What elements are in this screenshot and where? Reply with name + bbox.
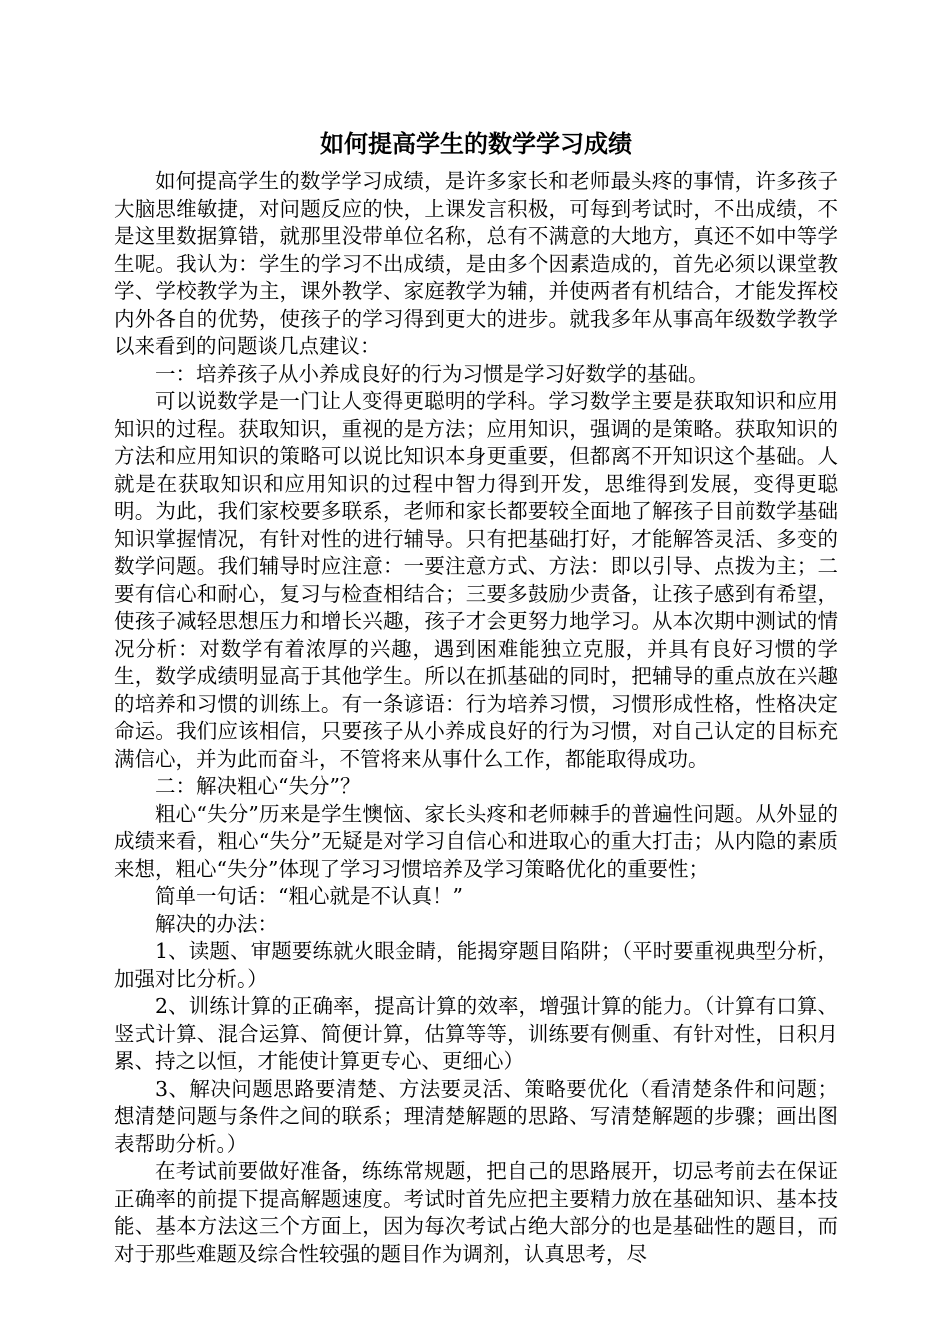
paragraph-body-1: 可以说数学是一门让人变得更聪明的学科。学习数学主要是获取知识和应用知识的过程。获取知识，重视的是方法；应用知识，强调的是策略。获取知识的方法和应用知识的策略可以说比知识本身更重要，但都离不开知识这个基础。人就是在获取知识和应用知识的过程中智力得到开发，思维得到发展，变得更聪明。为此，我们家校要多联系，老师和家长都要较全面地了解孩子目前数学基础知识掌握情况，有针对性的进行辅导。只有把基础打好，才能解答灵活、多变的数学问题。我们辅导时应注意：一要注意方式、方法：即以引导、点拨为主；二要有信心和耐心，复习与检查相结合；三要多鼓励少责备，让孩子感到有希望，使孩子减轻思想压力和增长兴趣，孩子才会更努力地学习。从本次期中测试的情况分析：对数学有着浓厚的兴趣，遇到困难能独立克服，并具有良好习惯的学生，数学成绩明显高于其他学生。所以在抓基础的同时，把辅导的重点放在兴趣的培养和习惯的训练上。有一条谚语：行为培养习惯，习惯形成性格，性格决定命运。我们应该相信，只要孩子从小养成良好的行为习惯，对自己认定的目标充满信心，并为此而奋斗，不管将来从事什么工作，都能取得成功。 bbox=[114, 389, 838, 771]
paragraph-body-2: 粗心“失分”历来是学生懊恼、家长头疼和老师棘手的普遍性问题。从外显的成绩来看，粗心“失分”无疑是对学习自信心和进取心的重大打击；从内隐的素质来想，粗心“失分”体现了学习习惯培养及学习策略优化的重要性； bbox=[114, 801, 838, 881]
paragraph-summary: 简单一句话：“粗心就是不认真！” bbox=[155, 884, 463, 908]
document-title: 如何提高学生的数学学习成绩 bbox=[320, 129, 632, 158]
paragraph-exam-prep: 在考试前要做好准备，练练常规题，把自己的思路展开，切忌考前去在保证正确率的前提下提高解题速度。考试时首先应把主要精力放在基础知识、基本技能、基本方法这三个方面上，因为每次考试占绝大部分的也是基础性的题目，而对于那些难题及综合性较强的题目作为调剂，认真思考，尽 bbox=[114, 1159, 838, 1266]
document-page bbox=[114, 124, 838, 1268]
paragraph-solutions-label: 解决的办法： bbox=[155, 911, 278, 936]
paragraph-solution-3: 3、解决问题思路要清楚、方法要灵活、策略要优化（看清楚条件和问题；想清楚问题与条件之间的联系；理清楚解题的思路、写清楚解题的步骤；画出图表帮助分析。） bbox=[114, 1076, 838, 1156]
paragraph-heading-2: 二：解决粗心“失分”？ bbox=[155, 774, 361, 798]
paragraph-intro: 如何提高学生的数学学习成绩，是许多家长和老师最头疼的事情，许多孩子大脑思维敏捷，对问题反应的快，上课发言积极，可每到考试时，不出成绩，不是这里数据算错，就那里没带单位名称，总有不满意的大地方，真还不如中等学生呢。我认为：学生的学习不出成绩，是由多个因素造成的，首先必须以课堂教学、学校教学为主，课外教学、家庭教学为辅，并使两者有机结合，才能发挥校内外各自的优势，使孩子的学习得到更大的进步。就我多年从事高年级数学教学以来看到的问题谈几点建议： bbox=[114, 169, 838, 358]
paragraph-solution-2: 2、训练计算的正确率，提高计算的效率，增强计算的能力。（计算有口算、竖式计算、混合运算、简便计算，估算等等，训练要有侧重、有针对性，日积月累、持之以恒，才能使计算更专心、更细心） bbox=[114, 994, 838, 1073]
paragraph-solution-1: 1、读题、审题要练就火眼金睛，能揭穿题目陷阱；（平时要重视典型分析，加强对比分析。） bbox=[114, 939, 838, 991]
paragraph-heading-1: 一：培养孩子从小养成良好的行为习惯是学习好数学的基础。 bbox=[155, 361, 709, 386]
